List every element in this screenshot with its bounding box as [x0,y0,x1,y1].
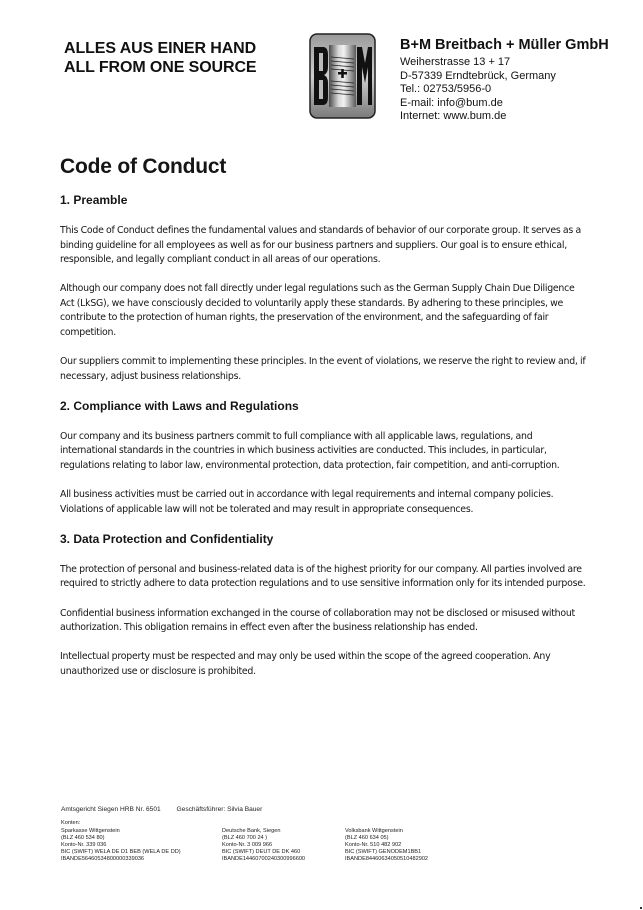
commercial-register: Amtsgericht Siegen HRB Nr. 6501 [61,806,161,813]
section-heading: 1. Preamble [60,193,128,207]
paragraph: All business activities must be carried out in accordance with legal requirements and internal company policies. Violations of applicable law will not be tolerated and may result in appropriate consequences. [60,489,554,515]
company-info [400,37,609,124]
paragraph: The protection of personal and business-related data is of the highest priority for our company. All parties involved are required to strictly adhere to data protection regulations and to use sensitive information only for its intended purpose. [60,563,586,590]
paragraph: Confidential business information exchanged in the course of collaboration may not be disclosed or misused without authorization. This obligation remains in effect even after the business relationship has ended. [60,607,575,634]
slogan-german: ALLES AUS EINER HAND [64,40,257,57]
section-compliance [60,399,590,517]
bank-blz: (BLZ 460 534 80) [61,835,105,841]
section-heading: 3. Data Protection and Confidentiality [60,531,274,546]
company-website: Internet: www.bum.de [400,110,507,123]
section-data-protection [60,532,590,680]
company-street: Weiherstrasse 13 + 17 [400,56,511,68]
paragraph: Although our company does not fall directly under legal regulations such as the German Supply Chain Due Diligence Act (LkSG), we have consciously decided to voluntarily apply these standards. By adhering to these principles, we contribute to the protection of human rights, the preservation of the environment, and the safeguarding of fair competition. [60,283,575,339]
footer-legal [61,806,262,813]
section-heading: 2. Compliance with Laws and Regulations [60,398,299,413]
bank-iban: IBANDE14460700240300996600 [222,856,306,862]
slogan-english: ALL FROM ONE SOURCE [64,59,257,76]
paragraph: Our suppliers commit to implementing these principles. In the event of violations, we reserve the right to review and, if necessary, adjust business relationships. [60,356,586,382]
paragraph: This Code of Conduct defines the fundamental values and standards of behavior of our corporate group. It serves as a binding guideline for all employees as well as for our business partners and suppliers. Our goal is to ensure ethical, responsible, and legally compliant conduct in all areas of our operations. [60,225,581,266]
document-body [60,154,590,694]
bank-account-number: Konto-Nr. 3 009 966 [222,842,273,848]
bank-account-number: Konto-Nr. 339 036 [61,842,107,848]
bm-logo-icon [309,33,376,119]
bank-account [345,828,428,863]
bank-blz: (BLZ 460 634 05) [345,835,389,841]
bank-accounts [61,828,429,868]
company-name: B+M Breitbach + Müller GmbH [400,37,609,53]
bank-account [61,828,181,863]
managing-director: Geschäftsführer: Silvia Bauer [176,806,263,813]
paragraph: Intellectual property must be respected and may only be used within the scope of the agreed cooperation. Any unauthorized use or disclosure is prohibited. [60,651,551,677]
bank-iban: IBANDE84460634050510482902 [345,856,429,862]
bank-iban: IBANDE56460534800000339036 [61,856,145,862]
bank-blz: (BLZ 460 700 24 ) [222,835,268,841]
bank-name: Deutsche Bank, Siegen [222,828,281,834]
page-title: Code of Conduct [60,155,227,178]
bank-account-number: Konto-Nr. 510 482 902 [345,842,402,848]
company-phone: Tel.: 02753/5956-0 [400,83,492,96]
bank-bic: BIC (SWIFT) DEUT DE DK 460 [222,849,301,855]
footer [61,806,429,868]
bank-bic: BIC (SWIFT) GENODEM1BB1 [345,849,422,855]
accounts-label: Konten: [61,820,81,826]
company-email: E-mail: info@bum.de [400,96,503,109]
bank-name: Volksbank Wittgenstein [345,828,403,834]
bank-account [222,828,305,863]
slogan [64,39,256,77]
section-preamble [60,193,590,384]
bank-bic: BIC (SWIFT) WELA DE D1 BEB (WELA DE DD) [61,849,181,855]
paragraph: Our company and its business partners commit to full compliance with all applicable laws, regulations, and international standards in the countries in which business activities are conducted. This includes, in particular, regulations relating to labor law, environmental protection, data protection, fair competition, and anti-corruption. [60,430,560,472]
page-corner-mark [640,907,642,909]
bank-name: Sparkasse Wittgenstein [61,828,120,834]
company-city: D-57339 Erndtebrück, Germany [400,69,556,82]
